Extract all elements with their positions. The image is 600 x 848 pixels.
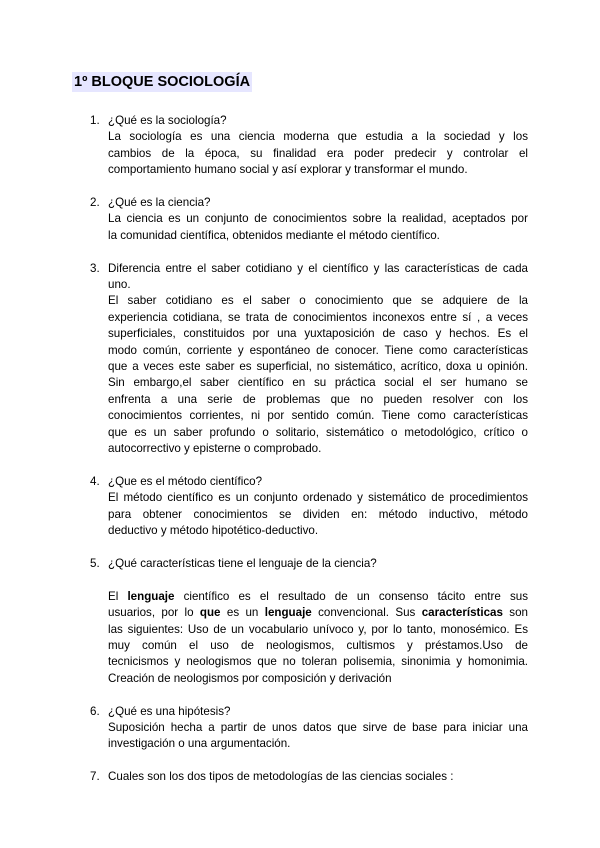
item-number: 3. (90, 261, 100, 275)
list-item (72, 195, 528, 261)
item-number: 7. (90, 770, 100, 784)
question-line: uno. (108, 278, 131, 292)
bold-term: que (199, 606, 221, 620)
answer-text (108, 129, 528, 178)
question-text: Cuales son los dos tipos de metodologías de las ciencias sociales : (108, 770, 454, 784)
question-text: ¿Qué características tiene el lenguaje de la ciencia? (108, 556, 377, 570)
item-number: 4. (90, 474, 100, 488)
answer-text (108, 490, 528, 539)
answer-text (108, 211, 528, 244)
list-item (72, 704, 528, 770)
item-number: 1. (90, 114, 100, 127)
answer-line: tecnicismos y neologismos que no toleran polisemia, sinonimia y homonimia. (108, 655, 528, 669)
list-item (72, 113, 528, 195)
answer-line: El saber cotidiano es el saber o conocimiento que se adquiere de la (108, 294, 528, 308)
question-text: ¿Que es el método científico? (108, 474, 263, 488)
answer-line: usuarios, por lo que es un lenguaje convencional. Sus características son (108, 606, 528, 620)
item-number: 5. (90, 556, 100, 570)
question-text (108, 261, 528, 294)
answer-line: superficiales, constituidos por una yuxtaposición de caso y hechos. Es el (108, 327, 528, 341)
page-title: 1º BLOQUE SOCIOLOGÍA (74, 74, 251, 90)
list-item (72, 474, 528, 556)
answer-line: El método científico es un conjunto ordenado y sistemático de procedimientos (108, 491, 528, 505)
answer-line: Sin embargo,el saber científico en su práctica social el ser humano se (108, 376, 528, 390)
answer-line: deductivo y método hipotético-deductivo. (108, 524, 319, 538)
answer-line: La ciencia es un conjunto de conocimientos sobre la realidad, aceptados por (108, 212, 528, 226)
answer-line: experiencia cotidiana, se trata de conocimientos inconexos entre sí , a veces (108, 310, 528, 324)
question-text: ¿Qué es la sociología? (108, 114, 227, 127)
answer-text (108, 293, 528, 457)
answer-line: las siguientes: Uso de un vocabulario unívoco y, por lo tanto, monosémico. Es (108, 622, 528, 636)
question-list (72, 113, 528, 786)
answer-line: El lenguaje científico es el resultado de un consenso tácito entre sus (108, 589, 529, 603)
answer-line: Creación de neologismos por composición y derivación (108, 671, 392, 685)
answer-line: comportamiento humano social y así explorar y transformar el mundo. (108, 163, 468, 177)
answer-line: La sociología es una ciencia moderna que estudia a la sociedad y los (108, 130, 528, 144)
question-line: Diferencia entre el saber cotidiano y el científico y las características de cada (108, 261, 528, 275)
answer-line: investigación o una argumentación. (108, 737, 291, 751)
answer-line: muy común el uso de neologismos, cultismos y préstamos.Uso de (108, 638, 528, 652)
answer-line: modo común, corriente y espontáneo de conocer. Tiene como características (108, 343, 528, 357)
list-item (72, 556, 528, 704)
list-item (72, 261, 528, 474)
item-number: 2. (90, 196, 100, 210)
list-item (72, 769, 528, 785)
answer-line: la comunidad científica, obtenidos mediante el método científico. (108, 228, 440, 242)
answer-line: para obtener conocimientos se dividen en: método inductivo, método (108, 507, 528, 521)
answer-text (108, 720, 528, 753)
bold-term: lenguaje (264, 606, 312, 620)
answer-line: cambios de la época, su finalidad era poder predecir y controlar el (108, 146, 528, 160)
bold-term: características (421, 606, 503, 620)
item-number: 6. (90, 704, 100, 718)
question-text: ¿Qué es una hipótesis? (108, 704, 231, 718)
answer-line: que a veces este saber es superficial, no sistemático, acrítico, doxa u opinión. (108, 360, 528, 374)
bold-term: lenguaje (127, 589, 175, 603)
answer-line: que es un saber profundo o solitario, sistemático o metodológico, crítico o (108, 425, 528, 439)
answer-line: autocorrectivo y episterne o comprobado. (108, 442, 322, 456)
question-text: ¿Qué es la ciencia? (108, 196, 211, 210)
answer-text (108, 589, 528, 687)
answer-line: enfrenta a una serie de problemas que no pueden resolver con los (108, 392, 528, 406)
answer-line: conocimientos corrientes, ni por sentido común. Tiene como características (108, 409, 528, 423)
answer-line: Suposición hecha a partir de unos datos que sirve de base para iniciar una (108, 720, 528, 734)
